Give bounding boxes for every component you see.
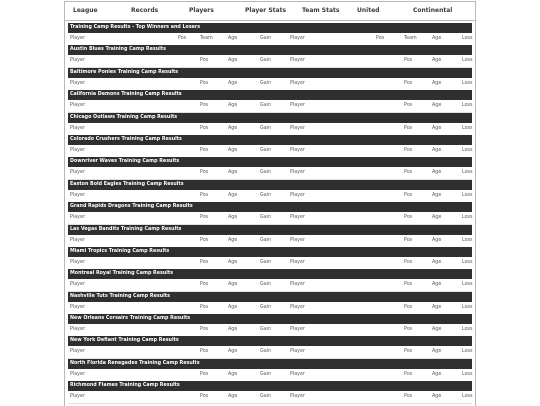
player-col-header: Player: [290, 282, 305, 288]
column-header-row: [68, 145, 472, 158]
age-col-header: Age: [432, 304, 442, 310]
age-col-header: Age: [228, 192, 238, 198]
nav-continental[interactable]: Continental: [413, 7, 453, 14]
age-col-header: Age: [228, 327, 238, 333]
pos-col-header: Pos: [200, 349, 209, 355]
age-col-header: Age: [228, 58, 238, 64]
player-col-header: Player: [70, 36, 85, 41]
loss-col-header: Loss: [462, 170, 473, 176]
page-frame: [64, 1, 476, 406]
player-col-header: Player: [70, 215, 85, 221]
age-col-header: Age: [432, 327, 442, 333]
age-col-header: Age: [432, 80, 442, 86]
nav-team-stats[interactable]: Team Stats: [302, 7, 340, 14]
results-section: [68, 336, 472, 358]
player-col-header: Player: [70, 125, 85, 131]
section-title: California Demons Training Camp Results: [68, 90, 472, 100]
section-title: North Florida Renegades Training Camp Results: [68, 359, 472, 369]
results-section: [68, 68, 472, 90]
age-col-header: Age: [432, 103, 442, 109]
gain-col-header: Gain: [260, 125, 272, 131]
loss-col-header: Loss: [462, 327, 473, 333]
pos-col-header: Pos: [404, 147, 413, 153]
gain-col-header: Gain: [260, 349, 272, 355]
section-title: Easton Bold Eagles Training Camp Results: [68, 180, 472, 190]
pos-col-header: Pos: [404, 192, 413, 198]
age-col-header: Age: [432, 237, 442, 243]
loss-col-header: Loss: [462, 36, 473, 41]
pos-col-header: Pos: [200, 327, 209, 333]
column-header-row: [68, 55, 472, 68]
nav-player-stats[interactable]: Player Stats: [245, 7, 287, 14]
gain-col-header: Gain: [260, 394, 272, 400]
column-header-row: [68, 190, 472, 203]
nav-united[interactable]: United: [357, 7, 380, 14]
loss-col-header: Loss: [462, 282, 473, 288]
loss-col-header: Loss: [462, 349, 473, 355]
team-col-header: Team: [404, 36, 417, 41]
results-section: [68, 113, 472, 135]
pos-col-header: Pos: [404, 349, 413, 355]
age-col-header: Age: [228, 394, 238, 400]
pos-col-header: Pos: [376, 36, 385, 41]
section-title: Las Vegas Bandits Training Camp Results: [68, 225, 472, 235]
pos-col-header: Pos: [200, 103, 209, 109]
column-header-row: [68, 369, 472, 382]
gain-col-header: Gain: [260, 147, 272, 153]
age-col-header: Age: [228, 282, 238, 288]
column-header-row: [68, 391, 472, 404]
age-col-header: Age: [228, 304, 238, 310]
age-col-header: Age: [228, 259, 238, 265]
pos-col-header: Pos: [404, 327, 413, 333]
results-section: [68, 23, 472, 45]
age-col-header: Age: [228, 237, 238, 243]
loss-col-header: Loss: [462, 192, 473, 198]
player-col-header: Player: [70, 282, 85, 288]
player-col-header: Player: [70, 58, 85, 64]
gain-col-header: Gain: [260, 282, 272, 288]
results-section: [68, 314, 472, 336]
pos-col-header: Pos: [404, 371, 413, 377]
results-section: [68, 202, 472, 224]
age-col-header: Age: [228, 36, 238, 41]
player-col-header: Player: [70, 237, 85, 243]
column-header-row: [68, 100, 472, 113]
player-col-header: Player: [290, 170, 305, 176]
results-section: [68, 157, 472, 179]
results-section: [68, 247, 472, 269]
age-col-header: Age: [432, 147, 442, 153]
pos-col-header: Pos: [404, 237, 413, 243]
loss-col-header: Loss: [462, 394, 473, 400]
pos-col-header: Pos: [200, 394, 209, 400]
player-col-header: Player: [70, 192, 85, 198]
player-col-header: Player: [290, 103, 305, 109]
age-col-header: Age: [432, 215, 442, 221]
age-col-header: Age: [432, 259, 442, 265]
pos-col-header: Pos: [200, 170, 209, 176]
player-col-header: Player: [290, 125, 305, 131]
gain-col-header: Gain: [260, 327, 272, 333]
player-col-header: Player: [290, 80, 305, 86]
section-title: New Orleans Corsairs Training Camp Results: [68, 314, 472, 324]
age-col-header: Age: [432, 349, 442, 355]
age-col-header: Age: [228, 103, 238, 109]
player-col-header: Player: [70, 259, 85, 265]
loss-col-header: Loss: [462, 259, 473, 265]
section-title: Richmond Flames Training Camp Results: [68, 381, 472, 391]
gain-col-header: Gain: [260, 215, 272, 221]
results-section: [68, 135, 472, 157]
training-camp-results: [68, 23, 472, 404]
age-col-header: Age: [228, 349, 238, 355]
pos-col-header: Pos: [200, 215, 209, 221]
age-col-header: Age: [228, 80, 238, 86]
section-title: Austin Blues Training Camp Results: [68, 45, 472, 55]
pos-col-header: Pos: [200, 282, 209, 288]
player-col-header: Player: [290, 147, 305, 153]
section-title: Miami Tropics Training Camp Results: [68, 247, 472, 257]
pos-col-header: Pos: [404, 58, 413, 64]
section-title: Downriver Waves Training Camp Results: [68, 157, 472, 167]
player-col-header: Player: [70, 170, 85, 176]
team-col-header: Team: [200, 36, 213, 41]
player-col-header: Player: [290, 36, 305, 41]
pos-col-header: Pos: [404, 125, 413, 131]
pos-col-header: Pos: [178, 36, 187, 41]
nav-players[interactable]: Players: [189, 7, 214, 14]
player-col-header: Player: [290, 237, 305, 243]
loss-col-header: Loss: [462, 58, 473, 64]
player-col-header: Player: [70, 103, 85, 109]
section-title: New York Defiant Training Camp Results: [68, 336, 472, 346]
pos-col-header: Pos: [200, 147, 209, 153]
results-section: [68, 269, 472, 291]
player-col-header: Player: [290, 327, 305, 333]
gain-col-header: Gain: [260, 304, 272, 310]
pos-col-header: Pos: [200, 58, 209, 64]
player-col-header: Player: [70, 80, 85, 86]
pos-col-header: Pos: [404, 215, 413, 221]
pos-col-header: Pos: [404, 80, 413, 86]
pos-col-header: Pos: [404, 394, 413, 400]
player-col-header: Player: [70, 394, 85, 400]
age-col-header: Age: [228, 125, 238, 131]
column-header-row: [68, 235, 472, 248]
results-section: [68, 292, 472, 314]
section-title: Colorado Crushers Training Camp Results: [68, 135, 472, 145]
age-col-header: Age: [432, 192, 442, 198]
pos-col-header: Pos: [404, 170, 413, 176]
section-title: Baltimore Ponies Training Camp Results: [68, 68, 472, 78]
age-col-header: Age: [432, 371, 442, 377]
loss-col-header: Loss: [462, 147, 473, 153]
top-nav-bar: [65, 4, 475, 21]
gain-col-header: Gain: [260, 371, 272, 377]
player-col-header: Player: [290, 192, 305, 198]
results-section: [68, 45, 472, 67]
gain-col-header: Gain: [260, 192, 272, 198]
pos-col-header: Pos: [404, 103, 413, 109]
pos-col-header: Pos: [404, 304, 413, 310]
column-header-row: [68, 346, 472, 359]
pos-col-header: Pos: [200, 304, 209, 310]
results-section: [68, 90, 472, 112]
player-col-header: Player: [70, 327, 85, 333]
age-col-header: Age: [432, 170, 442, 176]
loss-col-header: Loss: [462, 215, 473, 221]
results-section: [68, 381, 472, 403]
column-header-row: [68, 212, 472, 225]
player-col-header: Player: [290, 349, 305, 355]
gain-col-header: Gain: [260, 103, 272, 109]
loss-col-header: Loss: [462, 103, 473, 109]
pos-col-header: Pos: [404, 282, 413, 288]
age-col-header: Age: [432, 394, 442, 400]
column-header-row: [68, 324, 472, 337]
nav-records[interactable]: Records: [131, 7, 159, 14]
age-col-header: Age: [228, 371, 238, 377]
age-col-header: Age: [432, 36, 442, 41]
player-col-header: Player: [290, 304, 305, 310]
player-col-header: Player: [290, 215, 305, 221]
loss-col-header: Loss: [462, 237, 473, 243]
pos-col-header: Pos: [200, 80, 209, 86]
player-col-header: Player: [290, 259, 305, 265]
player-col-header: Player: [70, 147, 85, 153]
age-col-header: Age: [432, 282, 442, 288]
results-section: [68, 359, 472, 381]
age-col-header: Age: [432, 125, 442, 131]
column-header-row: [68, 167, 472, 180]
pos-col-header: Pos: [200, 259, 209, 265]
player-col-header: Player: [290, 394, 305, 400]
gain-col-header: Gain: [260, 170, 272, 176]
column-header-row: [68, 279, 472, 292]
pos-col-header: Pos: [200, 125, 209, 131]
column-header-row: [68, 78, 472, 91]
loss-col-header: Loss: [462, 125, 473, 131]
pos-col-header: Pos: [200, 371, 209, 377]
loss-col-header: Loss: [462, 371, 473, 377]
age-col-header: Age: [228, 147, 238, 153]
gain-col-header: Gain: [260, 80, 272, 86]
section-title: Grand Rapids Dragons Training Camp Results: [68, 202, 472, 212]
player-col-header: Player: [290, 58, 305, 64]
results-section: [68, 180, 472, 202]
section-title: Montreal Royal Training Camp Results: [68, 269, 472, 279]
nav-league[interactable]: League: [73, 7, 98, 14]
gain-col-header: Gain: [260, 237, 272, 243]
gain-col-header: Gain: [260, 259, 272, 265]
loss-col-header: Loss: [462, 304, 473, 310]
column-header-row: [68, 123, 472, 136]
results-section: [68, 225, 472, 247]
gain-col-header: Gain: [260, 58, 272, 64]
gain-col-header: Gain: [260, 36, 272, 41]
section-title: Training Camp Results - Top Winners and Losers: [68, 23, 472, 33]
player-col-header: Player: [70, 349, 85, 355]
loss-col-header: Loss: [462, 80, 473, 86]
player-col-header: Player: [290, 371, 305, 377]
column-header-row: [68, 257, 472, 270]
age-col-header: Age: [432, 58, 442, 64]
age-col-header: Age: [228, 170, 238, 176]
pos-col-header: Pos: [200, 237, 209, 243]
age-col-header: Age: [228, 215, 238, 221]
pos-col-header: Pos: [200, 192, 209, 198]
player-col-header: Player: [70, 371, 85, 377]
column-header-row: [68, 33, 472, 46]
section-title: Nashville Tuts Training Camp Results: [68, 292, 472, 302]
player-col-header: Player: [70, 304, 85, 310]
column-header-row: [68, 302, 472, 315]
section-title: Chicago Outlaws Training Camp Results: [68, 113, 472, 123]
pos-col-header: Pos: [404, 259, 413, 265]
